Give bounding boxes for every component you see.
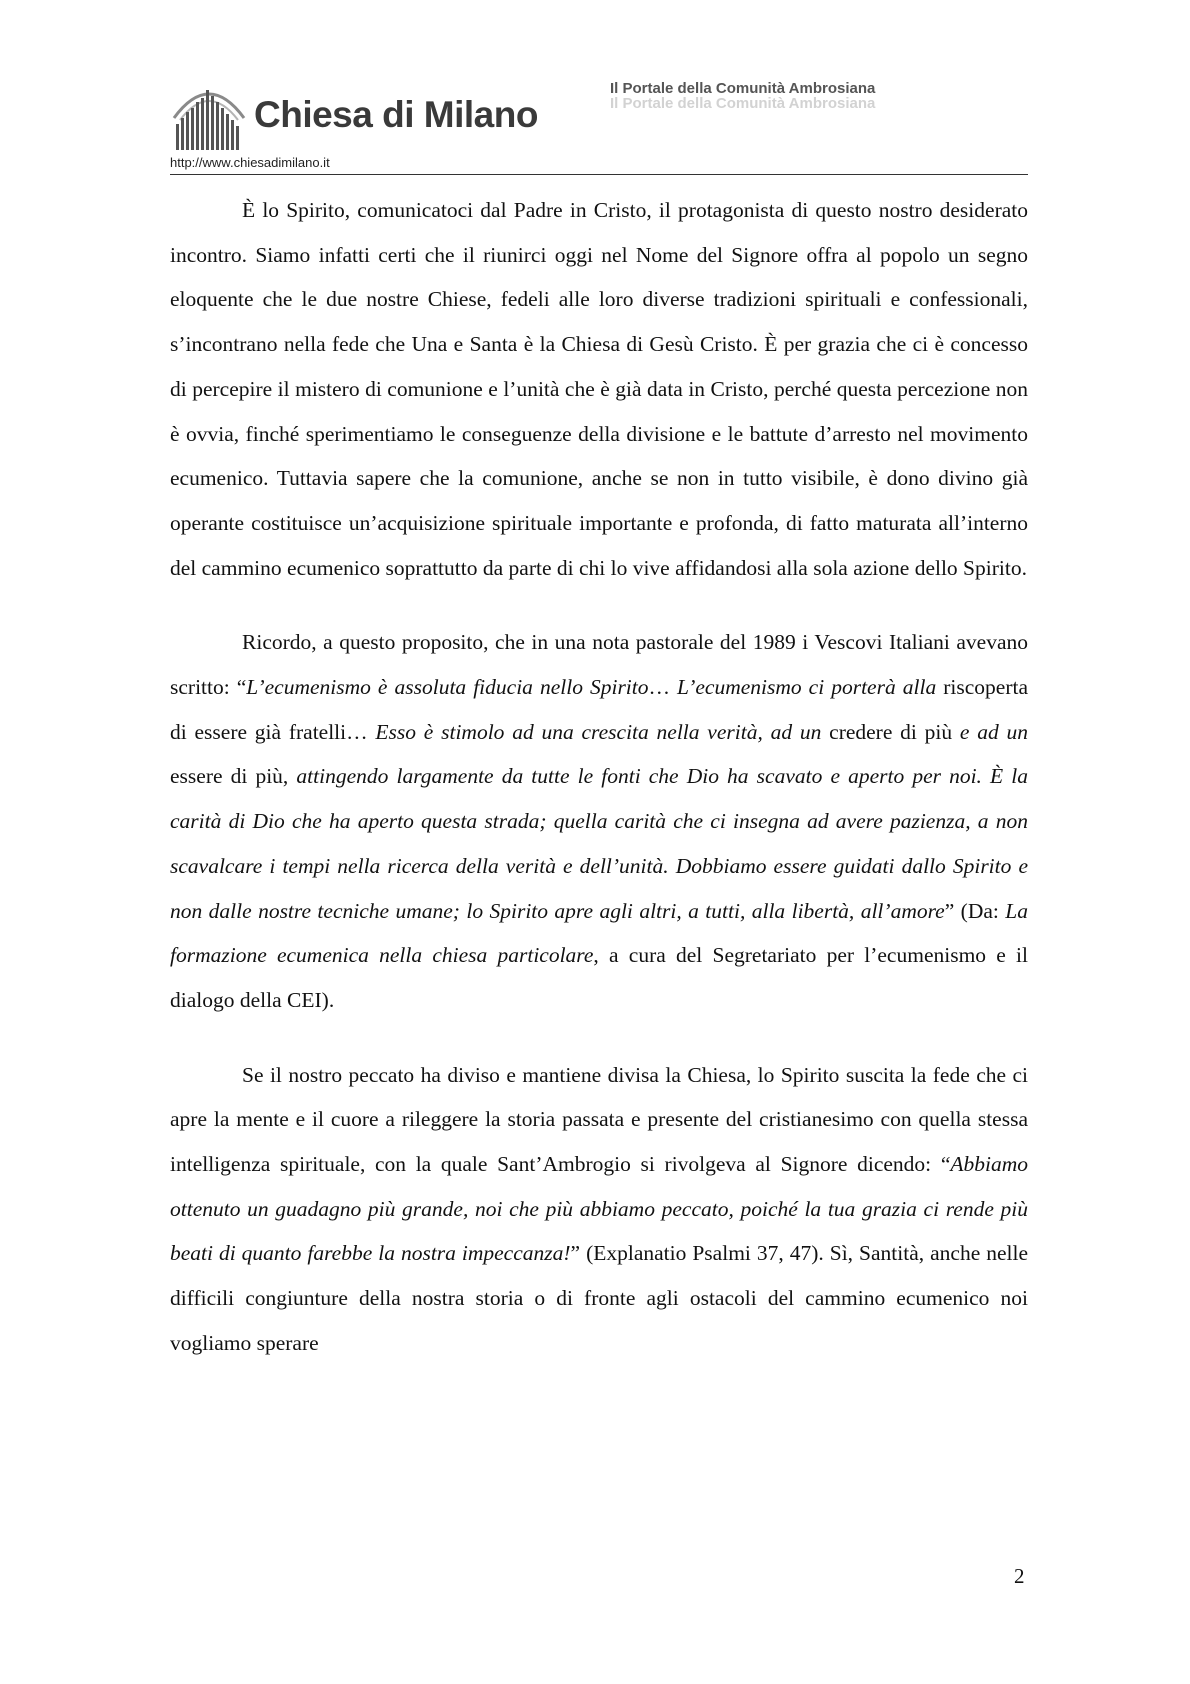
italic-run: e ad un bbox=[959, 719, 1029, 744]
page-number: 2 bbox=[1014, 1564, 1025, 1588]
paragraph bbox=[170, 188, 1028, 590]
italic-run: attingendo largamente da tutte le fonti che Dio ha scavato e aperto per noi. È la carità di Dio che ha aperto questa strada; quella carità che ci insegna ad avere pazienza, a non scavalcare i tempi nella ricerca della verità e dell’unità. Dobbiamo essere guidati dallo Spirito e non dalle nostre tecniche umane; lo Spirito apre agli altri, a tutti, alla libertà, all’amore bbox=[170, 764, 1028, 923]
paragraph-gap bbox=[170, 590, 1028, 620]
text-run: Ricordo, a questo proposito, che in una nota pastorale del 1989 i Vescovi Italiani avevano scritto: “ bbox=[170, 630, 1028, 700]
text-run: È lo Spirito, comunicatoci dal Padre in Cristo, il protagonista di questo nostro desiderato incontro. Siamo infatti certi che il riunirci oggi nel Nome del Signore offra al popolo un segno eloquente che le due nostre Chiese, fedeli alle loro diverse tradizioni spirituali e confessionali, s’incontrano nella fede che Una e Santa è la Chiesa di Gesù Cristo. È per grazia che ci è concesso di percepire il mistero di comunione e l’unità che è già data in Cristo, perché questa percezione non è ovvia, finché sperimentiamo le conseguenze della divisione e le battute d’arresto nel movimento ecumenico. Tuttavia sapere che la comunione, anche se non in tutto visibile, è dono divino già operante costituisce un’acquisizione spirituale importante e profonda, di fatto maturata all’interno del cammino ecumenico soprattutto da parte di chi lo vive affidandosi alla sola azione dello Spirito. bbox=[170, 198, 1028, 580]
site-url[interactable]: http://www.chiesadimilano.it bbox=[170, 155, 330, 170]
header-divider bbox=[170, 174, 1028, 175]
paragraph-gap bbox=[170, 1023, 1028, 1053]
paragraph bbox=[170, 620, 1028, 1022]
page-header bbox=[170, 72, 1028, 178]
text-run: … bbox=[648, 675, 678, 700]
text-run: riscoperta di essere già fratelli… bbox=[170, 675, 1028, 744]
text-run: credere di più bbox=[821, 719, 960, 744]
site-tagline: Il Portale della Comunità Ambrosiana bbox=[610, 80, 876, 97]
site-tagline-reflection: Il Portale della Comunità Ambrosiana bbox=[610, 95, 876, 112]
text-run: , a cura del Segretariato per l’ecumenismo e il dialogo della CEI). bbox=[170, 943, 1028, 1012]
site-brand: Chiesa di Milano bbox=[254, 94, 538, 135]
document-body bbox=[170, 188, 1028, 1366]
cathedral-logo-icon bbox=[170, 78, 248, 152]
text-run: Se il nostro peccato ha diviso e mantiene divisa la Chiesa, lo Spirito suscita la fede che ci apre la mente e il cuore a rileggere la storia passata e presente del cristianesimo con quella stessa intelligenza spirituale, con la quale Sant’Ambrogio si rivolgeva al Signore dicendo: “ bbox=[170, 1062, 1028, 1177]
text-run: ” (Explanatio Psalmi 37, 47). Sì, Santità, anche nelle difficili congiunture della nostra storia o di fronte agli ostacoli del cammino ecumenico noi vogliamo sperare bbox=[170, 1241, 1028, 1355]
text-run: essere di più, bbox=[170, 764, 297, 789]
italic-run: Esso è stimolo ad una crescita nella verità, ad un bbox=[375, 719, 822, 744]
text-run: ” (Da: bbox=[944, 898, 1006, 923]
italic-run: L’ecumenismo ci porterà alla bbox=[677, 675, 937, 700]
paragraph bbox=[170, 1053, 1028, 1366]
italic-run: L’ecumenismo è assoluta fiducia nello Spirito bbox=[246, 675, 649, 700]
italic-run: Abbiamo ottenuto un guadagno più grande, noi che più abbiamo peccato, poiché la tua grazia ci rende più beati di quanto farebbe la nostra impeccanza! bbox=[170, 1152, 1028, 1266]
italic-run: La formazione ecumenica nella chiesa particolare bbox=[170, 898, 1029, 968]
